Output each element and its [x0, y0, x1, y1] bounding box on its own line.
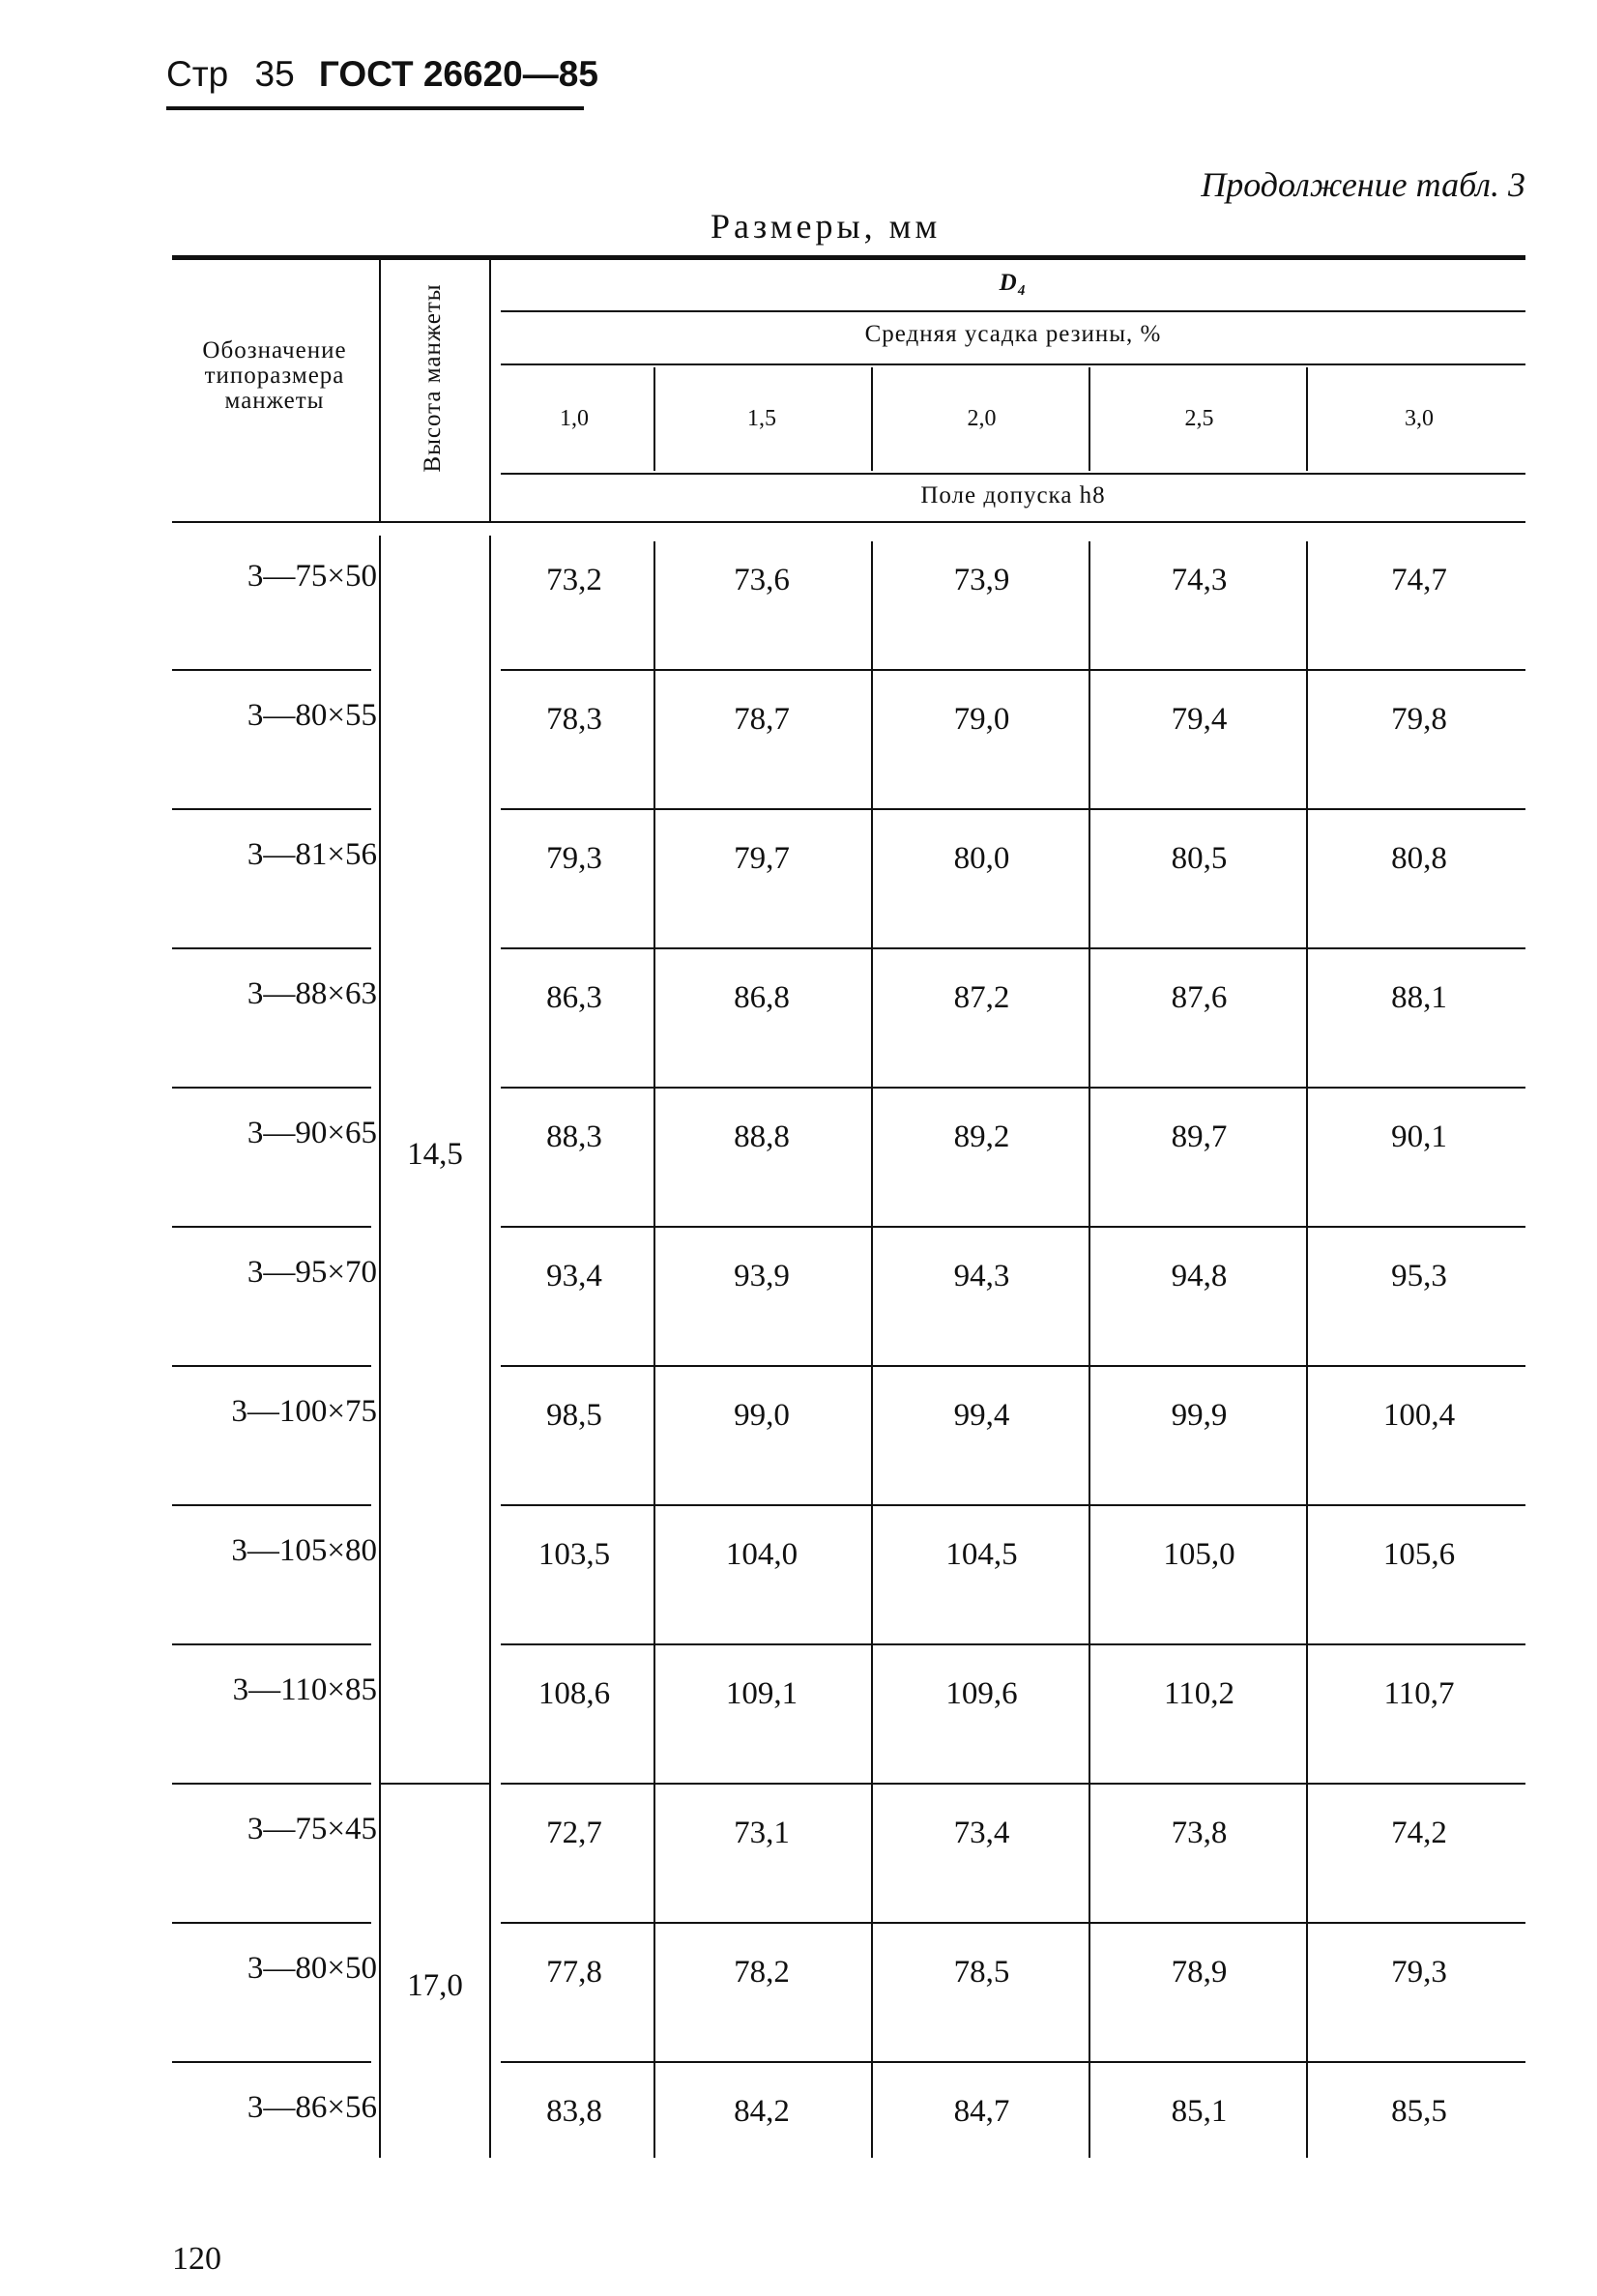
row-rule [172, 1783, 371, 1785]
height-group-rule [379, 1783, 491, 1785]
table-cell: 103,5 [537, 1537, 611, 1572]
row-rule [172, 1922, 371, 1924]
shrinkage-sep-4 [1306, 367, 1308, 471]
body-sep-2 [871, 541, 873, 2158]
table-cell: 83,8 [546, 2094, 602, 2129]
subgroup-rule [501, 363, 1525, 365]
table-cell: 73,1 [734, 1816, 790, 1850]
table-cell: 104,5 [945, 1537, 1018, 1572]
units-caption: Размеры, мм [711, 207, 942, 246]
row-rule [172, 1226, 371, 1228]
table-cell: 85,5 [1391, 2094, 1447, 2129]
shrinkage-sep-1 [653, 367, 655, 471]
shrinkage-header: Средняя усадка резины, % [864, 321, 1162, 347]
table-cell: 73,2 [546, 563, 602, 597]
height-header: Высота манжеты [420, 283, 446, 473]
body-sep-1 [653, 541, 655, 2158]
table-cell: 94,8 [1171, 1259, 1228, 1293]
table-cell: 95,3 [1391, 1259, 1447, 1293]
table-cell: 88,1 [1391, 980, 1447, 1015]
body-vline-2 [489, 536, 491, 2158]
vline-1 [379, 259, 381, 521]
running-header [166, 54, 598, 96]
row-label: 3—86×56 [247, 2090, 377, 2125]
row-label: 3—81×56 [247, 837, 377, 872]
row-label: 3—100×75 [231, 1394, 377, 1429]
body-vline-1 [379, 536, 381, 2158]
table-cell: 74,3 [1171, 563, 1228, 597]
header-rule [166, 106, 584, 110]
table-cell: 78,2 [734, 1955, 790, 1990]
body-sep-4 [1306, 541, 1308, 2158]
table-cell: 78,7 [734, 702, 790, 737]
group-rule [501, 310, 1525, 312]
page-prefix: Стр [166, 54, 229, 94]
table-cell: 110,2 [1163, 1676, 1235, 1711]
row-label: 3—105×80 [231, 1533, 377, 1568]
table-cell: 79,8 [1391, 702, 1447, 737]
height-value-2: 17,0 [407, 1968, 463, 2003]
row-rule [172, 2061, 371, 2063]
table-cell: 104,0 [725, 1537, 798, 1572]
table-cell: 98,5 [546, 1398, 602, 1433]
table-cell: 89,2 [953, 1119, 1010, 1154]
row-rule [172, 808, 371, 810]
table-cell: 80,0 [953, 841, 1010, 876]
shrinkage-sep-2 [871, 367, 873, 471]
continuation-note: Продолжение табл. 3 [1201, 165, 1525, 204]
row-rule [172, 1504, 371, 1506]
row-rule [172, 1643, 371, 1645]
header-bottom-rule [172, 521, 1525, 523]
table-cell: 99,4 [953, 1398, 1010, 1433]
shrinkage-4: 2,5 [1184, 406, 1214, 431]
row-rule [172, 1365, 371, 1367]
vline-2 [489, 259, 491, 521]
dimensions-table [172, 255, 1525, 2189]
page-number-top: 35 [254, 54, 295, 94]
table-cell: 87,2 [953, 980, 1010, 1015]
table-cell: 86,3 [546, 980, 602, 1015]
shrinkage-sep-3 [1089, 367, 1090, 471]
table-cell: 93,9 [734, 1259, 790, 1293]
table-cell: 109,1 [725, 1676, 798, 1711]
table-cell: 84,2 [734, 2094, 790, 2129]
table-cell: 99,0 [734, 1398, 790, 1433]
table-cell: 80,5 [1171, 841, 1228, 876]
table-top-rule [172, 255, 1525, 260]
shrinkage-3: 2,0 [967, 406, 997, 431]
shrinkage-rule [501, 473, 1525, 475]
table-cell: 79,3 [1391, 1955, 1447, 1990]
shrinkage-1: 1,0 [560, 406, 589, 431]
d4-header: D₄ [999, 270, 1028, 296]
table-cell: 84,7 [953, 2094, 1010, 2129]
tolerance-header: Поле допуска h8 [920, 482, 1106, 509]
height-value-1: 14,5 [407, 1137, 463, 1172]
table-cell: 74,7 [1391, 563, 1447, 597]
table-cell: 85,1 [1171, 2094, 1228, 2129]
table-cell: 89,7 [1171, 1119, 1228, 1154]
table-cell: 93,4 [546, 1259, 602, 1293]
table-cell: 88,3 [546, 1119, 602, 1154]
table-cell: 94,3 [953, 1259, 1010, 1293]
table-cell: 109,6 [945, 1676, 1018, 1711]
row-label: 3—75×50 [247, 559, 377, 594]
table-cell: 105,6 [1382, 1537, 1456, 1572]
table-cell: 86,8 [734, 980, 790, 1015]
table-cell: 105,0 [1163, 1537, 1235, 1572]
designation-header: Обозначение типоразмера манжеты [202, 337, 347, 414]
table-cell: 79,0 [953, 702, 1010, 737]
table-cell: 79,3 [546, 841, 602, 876]
table-cell: 74,2 [1391, 1816, 1447, 1850]
shrinkage-5: 3,0 [1405, 406, 1434, 431]
body-sep-3 [1089, 541, 1090, 2158]
table-cell: 78,9 [1171, 1955, 1228, 1990]
row-rule [172, 1087, 371, 1089]
table-cell: 78,3 [546, 702, 602, 737]
table-cell: 108,6 [537, 1676, 611, 1711]
table-cell: 90,1 [1391, 1119, 1447, 1154]
table-cell: 77,8 [546, 1955, 602, 1990]
table-cell: 87,6 [1171, 980, 1228, 1015]
row-label: 3—110×85 [232, 1672, 377, 1707]
page-number-bottom: 120 [172, 2241, 221, 2277]
table-cell: 78,5 [953, 1955, 1010, 1990]
table-cell: 79,4 [1171, 702, 1228, 737]
table-cell: 88,8 [734, 1119, 790, 1154]
row-rule [172, 947, 371, 949]
row-label: 3—80×55 [247, 698, 377, 733]
table-cell: 100,4 [1382, 1398, 1456, 1433]
shrinkage-2: 1,5 [747, 406, 776, 431]
table-cell: 73,6 [734, 563, 790, 597]
row-label: 3—88×63 [247, 976, 377, 1011]
row-label: 3—75×45 [247, 1812, 377, 1846]
table-cell: 73,9 [953, 563, 1010, 597]
table-cell: 72,7 [546, 1816, 602, 1850]
row-rule [172, 669, 371, 671]
table-cell: 110,7 [1383, 1676, 1455, 1711]
row-label: 3—95×70 [247, 1255, 377, 1290]
table-cell: 73,4 [953, 1816, 1010, 1850]
table-cell: 79,7 [734, 841, 790, 876]
table-cell: 80,8 [1391, 841, 1447, 876]
standard-code: ГОСТ 26620—85 [318, 54, 598, 94]
table-cell: 99,9 [1171, 1398, 1228, 1433]
table-cell: 73,8 [1171, 1816, 1228, 1850]
row-label: 3—80×50 [247, 1951, 377, 1986]
row-label: 3—90×65 [247, 1116, 377, 1150]
